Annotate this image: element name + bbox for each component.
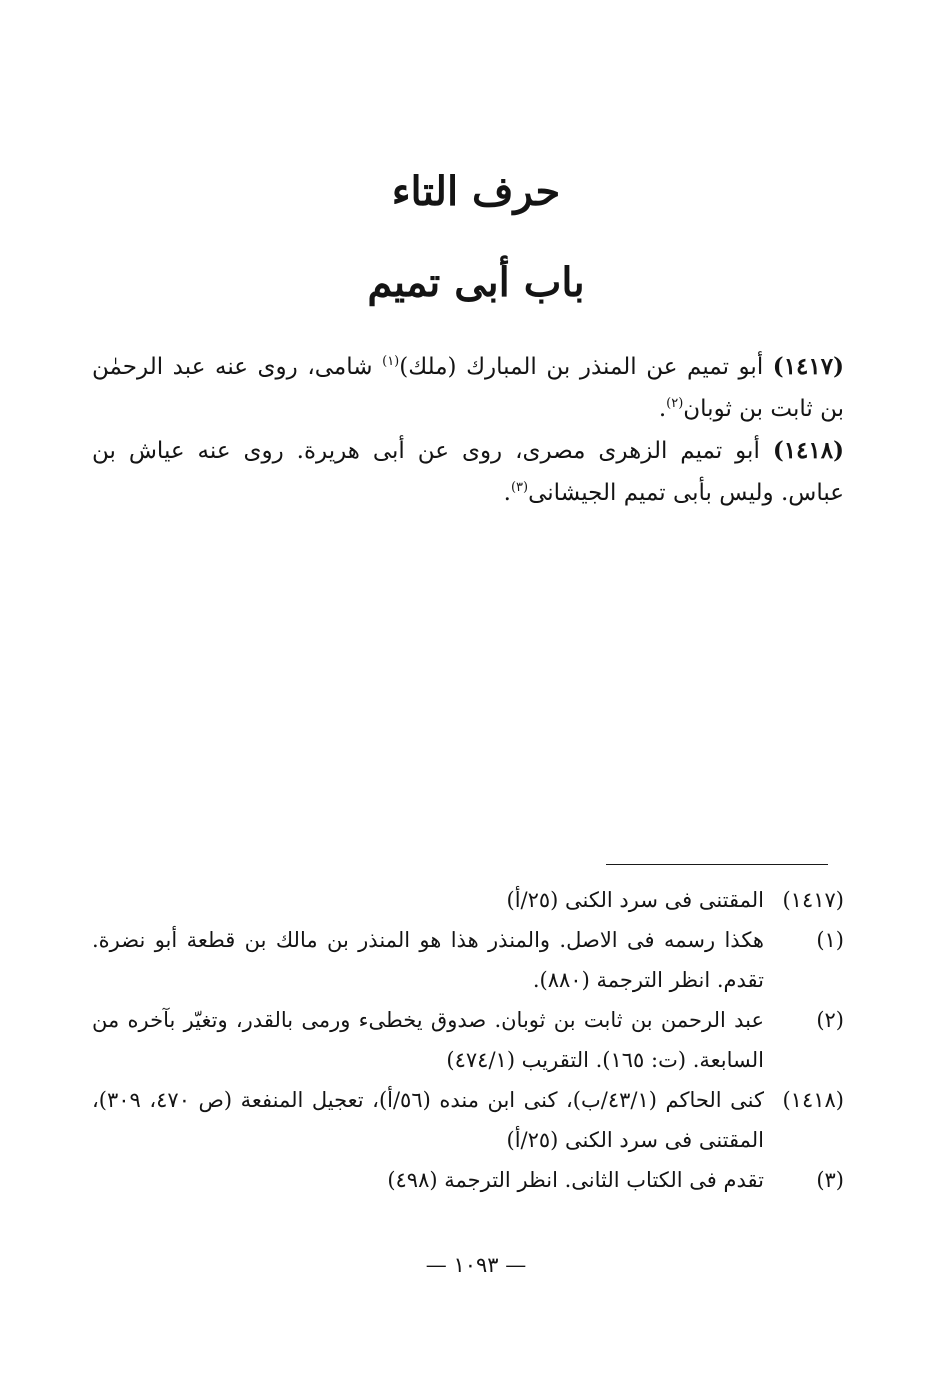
entry-1417 [92, 346, 844, 430]
footnote-ref: (١) [816, 928, 844, 952]
footnote-ref: (٣) [816, 1168, 844, 1192]
footnote-item [92, 1160, 844, 1200]
footnote-text: كنى الحاكم (٤٣/١/ب)، كنى ابن منده (٥٦/أ)، تعجيل المنفعة (ص ٤٧٠، ٣٠٩)، المقتنى فى سرد الكنى (٢٥/أ) [92, 1088, 765, 1152]
page-number: — ١٠٩٣ — [425, 1253, 527, 1277]
footnote-ref: (١٤١٧) [782, 888, 844, 912]
footnote-text: هكذا رسمه فى الاصل. والمنذر هذا هو المنذر بن مالك بن قطعة أبو نضرة. تقدم. انظر الترجمة (٨٨٠). [92, 928, 764, 992]
footnotes [92, 880, 844, 1200]
entry-text-end: . [503, 480, 511, 506]
entry-text: أبو تميم الزهرى مصرى، روى عن أبى هريرة. روى عنه عياش بن عباس. وليس بأبى تميم الجيشانى [92, 438, 844, 506]
entry-text: أبو تميم عن المنذر بن المبارك (ملك) [399, 354, 764, 380]
entry-text: شامى، روى عنه عبد الرحمٰن بن ثابت بن ثوبان [92, 354, 844, 422]
footnote-marker: (٣) [510, 480, 529, 495]
footnote-text: عبد الرحمن بن ثابت بن ثوبان. صدوق يخطىء ورمى بالقدر، وتغيّر بآخره من السابعة. (ت: ١٦٥). التقريب (٤٧٤/١) [92, 1008, 764, 1072]
footnote-item [92, 880, 844, 920]
section-title: باب أبى تميم [367, 259, 585, 306]
entry-text-end: . [658, 396, 667, 422]
footnote-marker: (٢) [666, 396, 684, 411]
entry-number: (١٤١٧) [772, 353, 844, 380]
footnote-ref: (٢) [816, 1008, 844, 1032]
chapter-title: حرف التاء [391, 168, 561, 215]
entry-number: (١٤١٨) [772, 437, 845, 464]
footnote-text: المقتنى فى سرد الكنى (٢٥/أ) [506, 888, 764, 912]
footnote-item [92, 1080, 844, 1160]
biography-entries [92, 346, 844, 514]
footnote-ref: (١٤١٨) [782, 1088, 844, 1112]
footnote-text: تقدم فى الكتاب الثانى. انظر الترجمة (٤٩٨) [387, 1168, 764, 1192]
footnote-item [92, 1000, 844, 1080]
footnote-marker: (١) [382, 354, 400, 369]
entry-1418 [92, 430, 844, 514]
footnote-separator [606, 864, 828, 865]
footnote-item [92, 920, 844, 1000]
